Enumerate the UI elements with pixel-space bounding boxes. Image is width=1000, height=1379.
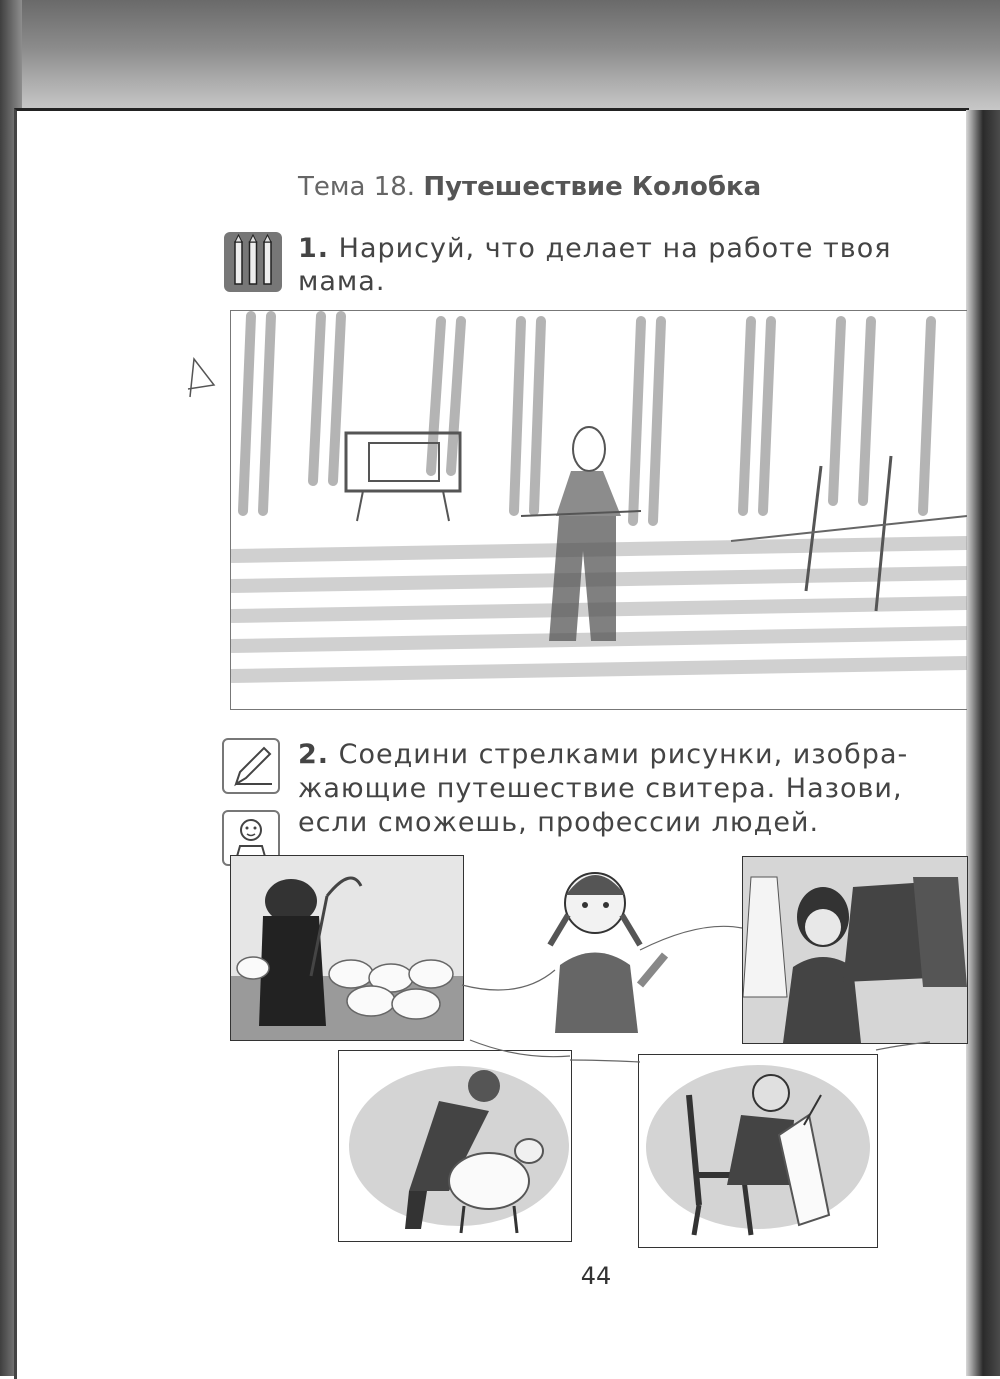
topic-label: Тема 18. bbox=[298, 172, 416, 202]
task1-text-line1: Нарисуй, что делает на работе твоя bbox=[338, 233, 892, 264]
page-number: 44 bbox=[580, 1262, 612, 1290]
task1-number: 1. bbox=[298, 233, 330, 264]
task2-text-line1: Соедини стрелками рисунки, изобра- bbox=[338, 739, 909, 770]
task2-text-line2: жающие путешествие свитера. Назови, bbox=[298, 773, 903, 804]
task2-text-line3: если сможешь, профессии людей. bbox=[298, 807, 820, 838]
task1-text-line2: мама. bbox=[298, 266, 386, 297]
task2-number: 2. bbox=[298, 739, 330, 770]
topic-title: Путешествие Колобка bbox=[423, 172, 762, 202]
